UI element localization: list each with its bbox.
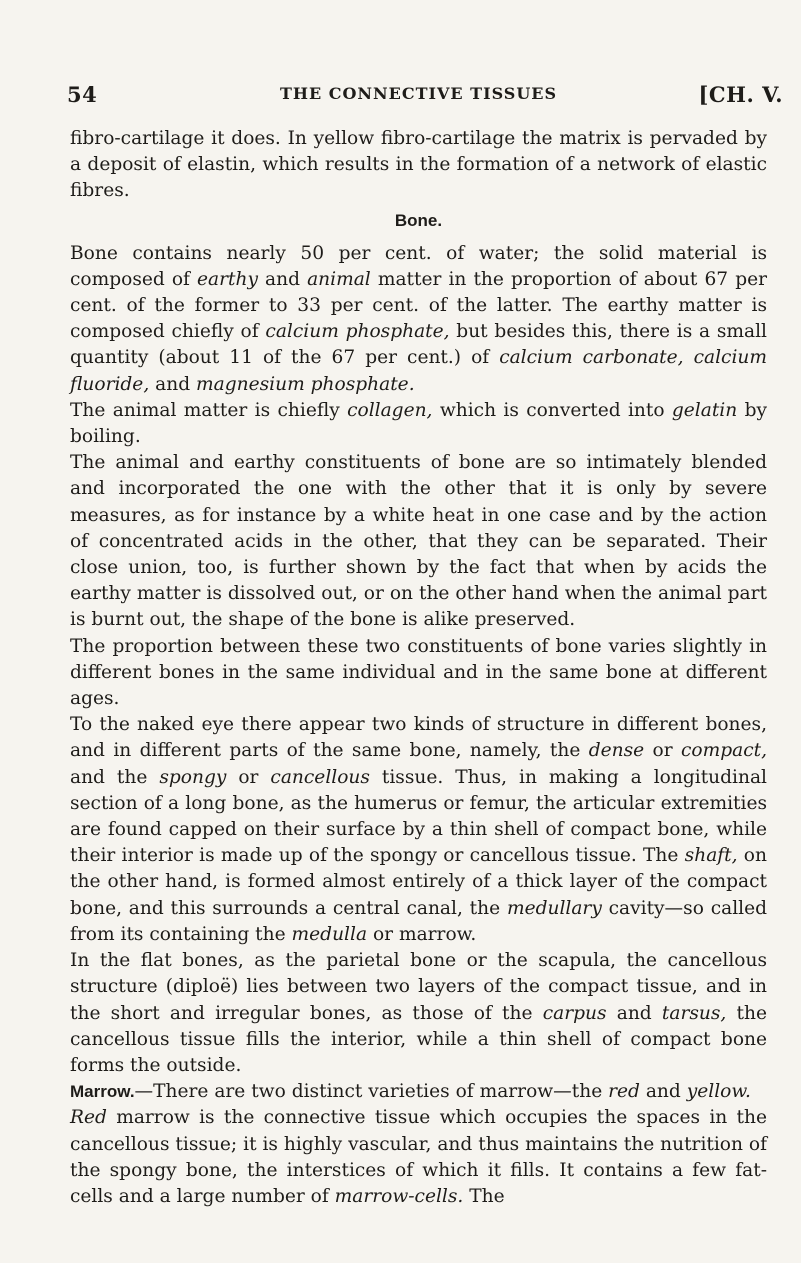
running-title: THE CONNECTIVE TISSUES: [279, 84, 558, 103]
book-page: [67, 82, 783, 1210]
paragraph-fibro-cartilage: fibro-cartilage it does. In yellow fibro-cartilage the matrix is pervaded by a deposit of elastin, which results in the formation of a network of elastic fibres.: [70, 128, 767, 202]
paragraph-proportion: The proportion between these two constituents of bone varies slightly in different bones in the same individual and in the same bone at different ages.: [70, 635, 767, 710]
chapter-label: [CH. V.: [698, 82, 783, 107]
paragraph-animal-matter: The animal matter is chiefly collagen, which is converted into gelatin by boiling.: [70, 399, 767, 448]
page-number: 54: [67, 82, 98, 107]
subheading-marrow: Marrow.: [70, 1082, 135, 1102]
section-heading-bone: Bone.: [394, 210, 443, 230]
paragraph-marrow: Marrow.—There are two distinct varieties of marrow—the red and yellow.: [70, 1081, 751, 1103]
paragraph-structure: To the naked eye there appear two kinds of structure in different bones, and in different parts of the same bone, namely, the dense or compact, and the spongy or cancellous tissue. Thus, in making a longitudinal section of a long bone, as the humerus or femur, the articular extremities are found capped on their surface by a thin shell of compact bone, while their interior is made up of the spongy or cancellous tissue. The shaft, on the other hand, is formed almost entirely of a thick layer of the compact bone, and this surrounds a central canal, the medullary cavity—so called from its containing the medulla or marrow.: [70, 714, 768, 945]
running-head: [67, 82, 783, 116]
paragraph-constituents: The animal and earthy constituents of bone are so intimately blended and incorporated the one with the other that it is only by severe measures, as for instance by a white heat in one case and by the action of concentrated acids in the other, that they can be separated. Their close union, too, is further shown by the fact that when by acids the earthy matter is dissolved out, or on the other hand when the animal part is burnt out, the shape of the bone is alike preserved.: [70, 452, 767, 631]
paragraph-bone-composition: Bone contains nearly 50 per cent. of water; the solid material is composed of earthy and animal matter in the proportion of about 67 per cent. of the former to 33 per cent. of the latter. The earthy matter is composed chiefly of calcium phosphate, but besides this, there is a small quantity (about 11 of the 67 per cent.) of calcium carbonate, calcium fluoride, and magnesium phosphate.: [70, 242, 767, 395]
paragraph-red-marrow: Red marrow is the connective tissue which occupies the spaces in the cancellous tissue; it is highly vascular, and thus maintains the nutrition of the spongy bone, the interstices of which it fills. It contains a few fat-cells and a large number of marrow-cells. The: [70, 1107, 767, 1207]
paragraph-flat-bones: In the flat bones, as the parietal bone or the scapula, the cancellous structure (diploë) lies between two layers of the compact tissue, and in the short and irregular bones, as those of the carpus and tarsus, the cancellous tissue fills the interior, while a thin shell of compact bone forms the outside.: [70, 950, 767, 1076]
